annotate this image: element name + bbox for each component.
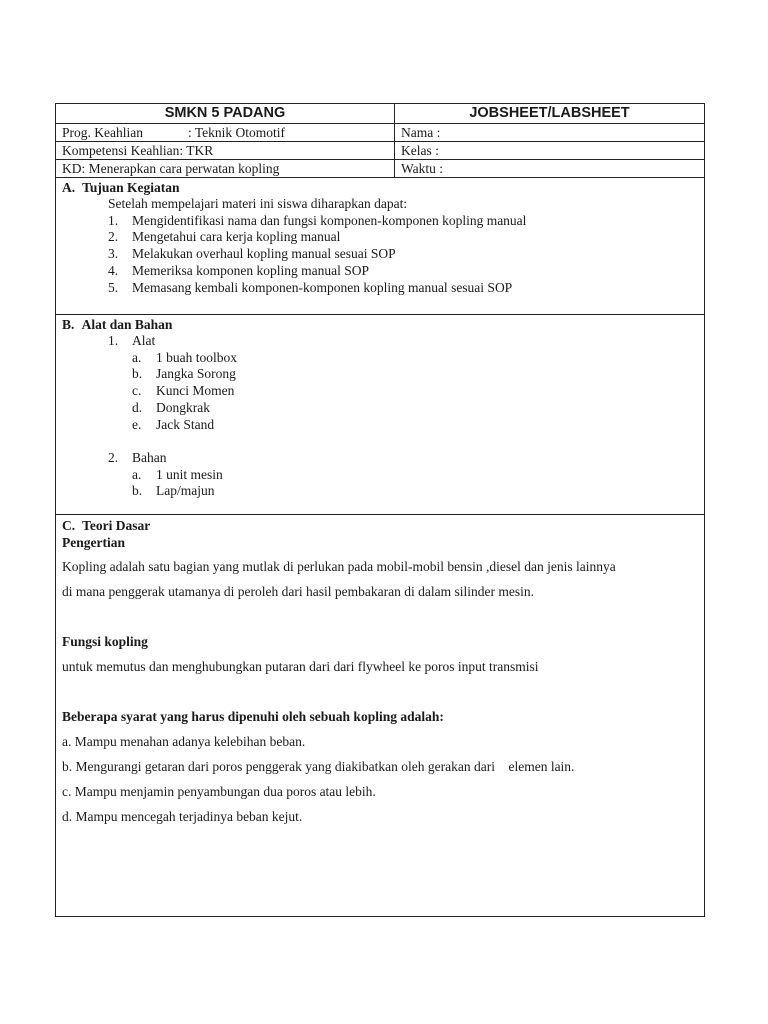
list-item: 1. Mengidentifikasi nama dan fungsi komponen-komponen kopling manual bbox=[108, 212, 527, 228]
list-item: d. Dongkrak bbox=[132, 399, 210, 415]
fungsi-heading: Fungsi kopling bbox=[62, 634, 148, 649]
kd-cell: KD: Menerapkan cara perwatan kopling bbox=[56, 160, 395, 177]
info-row-program bbox=[55, 124, 705, 142]
header-row bbox=[55, 103, 705, 124]
info-row-competency bbox=[55, 142, 705, 160]
syarat-heading: Beberapa syarat yang harus dipenuhi oleh sebuah kopling adalah: bbox=[62, 709, 444, 724]
pengertian-heading: Pengertian bbox=[62, 535, 125, 550]
list-item: b. Lap/majun bbox=[132, 483, 215, 499]
jobsheet bbox=[55, 103, 705, 917]
program-cell bbox=[56, 124, 395, 141]
pengertian-line: di mana penggerak utamanya di peroleh dari hasil pembakaran di dalam silinder mesin. bbox=[62, 584, 534, 599]
syarat-item: d. Mampu mencegah terjadinya beban kejut. bbox=[62, 809, 303, 824]
section-a-title: A. Tujuan Kegiatan bbox=[62, 180, 180, 195]
section-c-title: C. Teori Dasar bbox=[62, 518, 151, 533]
syarat-item: c. Mampu menjamin penyambungan dua poros atau lebih. bbox=[62, 784, 376, 799]
document-type: JOBSHEET/LABSHEET bbox=[469, 105, 630, 121]
section-teori-dasar bbox=[55, 515, 705, 917]
section-c-body bbox=[56, 534, 704, 829]
class-field: Kelas : bbox=[401, 143, 439, 158]
school-name: SMKN 5 PADANG bbox=[56, 104, 395, 123]
spacer bbox=[62, 604, 704, 629]
list-item: 4. Memeriksa komponen kopling manual SOP bbox=[108, 262, 369, 278]
info-row-kd bbox=[55, 160, 705, 178]
section-tujuan bbox=[55, 178, 705, 315]
syarat-item: a. Mampu menahan adanya kelebihan beban. bbox=[62, 734, 306, 749]
fungsi-text: untuk memutus dan menghubungkan putaran dari dari flywheel ke poros input transmisi bbox=[62, 659, 539, 674]
list-item: 5. Memasang kembali komponen-komponen kopling manual sesuai SOP bbox=[108, 279, 513, 295]
list-item: 3. Melakukan overhaul kopling manual sesuai SOP bbox=[108, 246, 396, 262]
group-bahan: 2. Bahan bbox=[108, 449, 167, 465]
group-alat: 1. Alat bbox=[108, 333, 156, 348]
spacer bbox=[56, 433, 704, 450]
program-label: Prog. Keahlian bbox=[62, 125, 143, 140]
pengertian-line: Kopling adalah satu bagian yang mutlak di perlukan pada mobil-mobil bensin ,diesel dan jenis lainnya bbox=[62, 559, 616, 574]
list-item: e. Jack Stand bbox=[132, 416, 215, 432]
syarat-item: b. Mengurangi getaran dari poros penggerak yang diakibatkan oleh gerakan dari elemen lain. bbox=[62, 759, 575, 774]
spacer bbox=[62, 679, 704, 704]
list-item: 2. Mengetahui cara kerja kopling manual bbox=[108, 229, 341, 245]
list-item: a. 1 unit mesin bbox=[132, 466, 223, 482]
section-a-intro: Setelah mempelajari materi ini siswa diharapkan dapat: bbox=[108, 196, 408, 211]
section-b-title: B. Alat dan Bahan bbox=[62, 317, 173, 332]
program-value: : Teknik Otomotif bbox=[188, 125, 286, 140]
list-item: b. Jangka Sorong bbox=[132, 366, 236, 382]
section-alat-bahan bbox=[55, 315, 705, 515]
competency-cell: Kompetensi Keahlian: TKR bbox=[56, 142, 395, 159]
list-item: a. 1 buah toolbox bbox=[132, 349, 237, 365]
name-field: Nama : bbox=[401, 125, 441, 140]
list-item: c. Kunci Momen bbox=[132, 383, 235, 399]
time-field: Waktu : bbox=[401, 161, 444, 176]
